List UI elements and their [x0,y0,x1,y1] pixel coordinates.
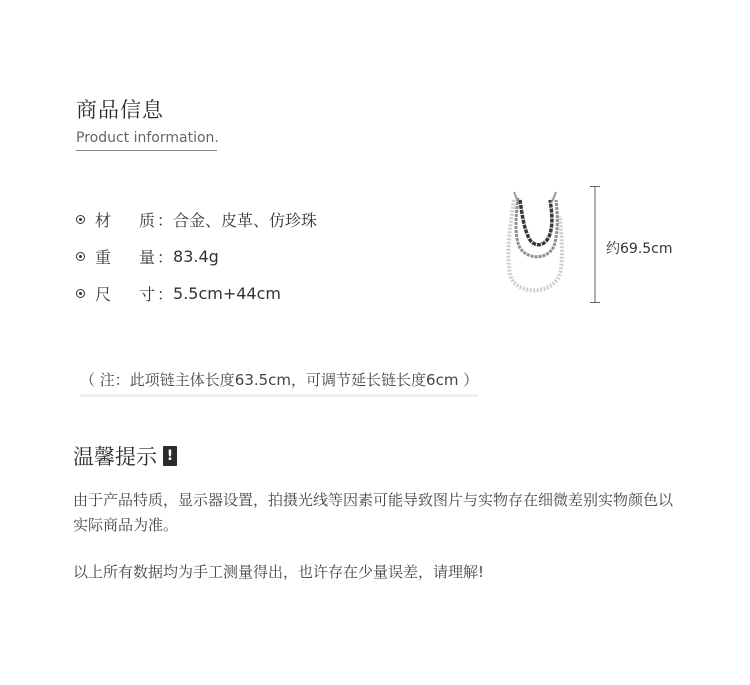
necklace-illustration [500,186,604,306]
spec-value: 合金、皮革、仿珍珠 [173,210,318,230]
tips-paragraph-2: 以上所有数据均为手工测量得出，也许存在少量误差，请理解! [73,563,485,581]
spec-label: 材 质 [95,210,155,230]
tips-paragraph-1: 由于产品特质，显示器设置，拍摄光线等因素可能导致图片与实物存在细微差别实物颜色以实际商品为准。 [73,491,674,534]
product-info-subtitle: Product information. [76,130,219,146]
tips-title: 温馨提示 ! [73,441,177,471]
subtitle-underline [76,150,217,151]
spec-row-weight: 重 量 ： 83.4g [76,244,219,268]
product-info-title: 商品信息 [76,98,164,122]
exclamation-icon: ! [163,446,177,466]
length-measurement: 约69.5cm [606,241,673,257]
spec-row-material: 材 质 ： 合金、皮革、仿珍珠 [76,207,317,231]
bullet-icon [76,289,85,298]
length-note: （ 注：此项链主体长度63.5cm，可调节延长链长度6cm ） [80,369,478,397]
bullet-icon [76,252,85,261]
spec-row-size: 尺 寸 ： 5.5cm+44cm [76,281,281,305]
inner-leather-strand [520,200,552,245]
spec-label: 尺 寸 [95,284,155,304]
bullet-icon [76,215,85,224]
spec-label: 重 量 [95,247,155,267]
spec-value: 5.5cm+44cm [173,283,281,303]
spec-value: 83.4g [173,246,219,266]
